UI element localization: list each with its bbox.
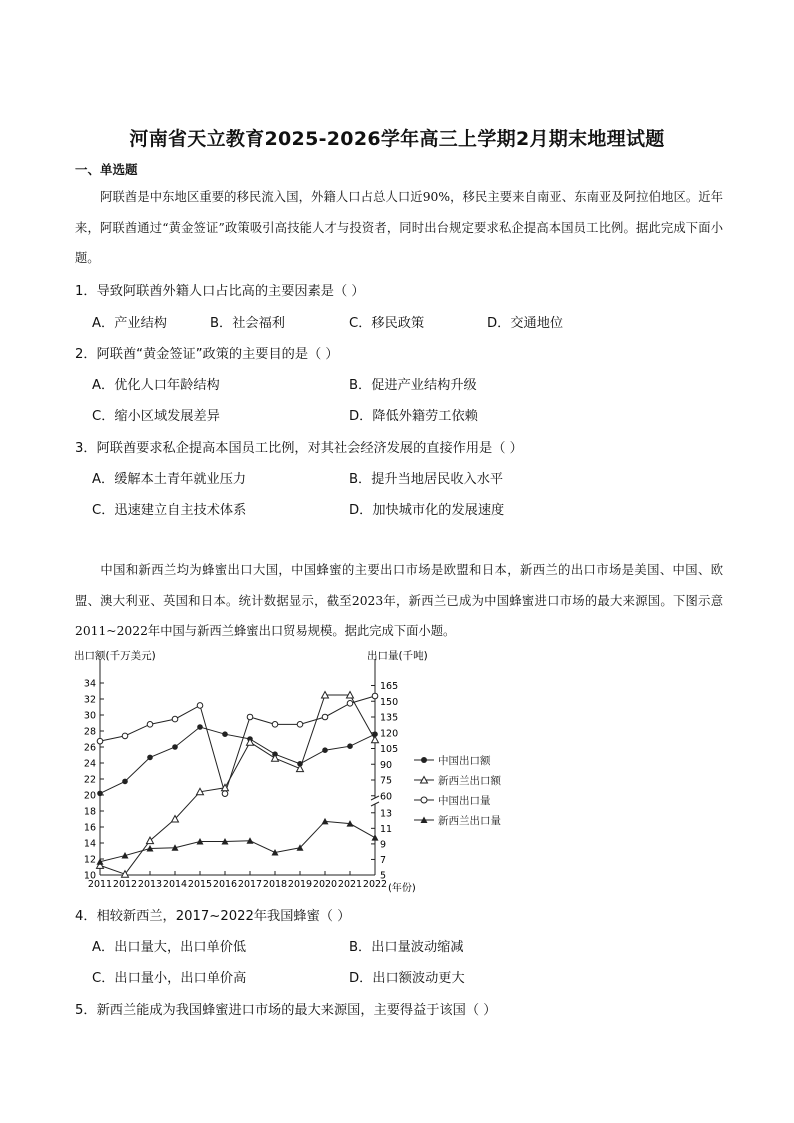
left-tick-label: 20 (83, 790, 96, 802)
data-point-filled-circle (97, 791, 103, 797)
question-2: 2．阿联酋“黄金签证”政策的主要目的是（ ） (75, 347, 339, 362)
x-axis-title: (年份) (388, 883, 416, 894)
q2-option-d[interactable]: D．降低外籍劳工依赖 (349, 409, 478, 424)
x-tick-label: 2011 (87, 879, 113, 890)
right-tick-label: 135 (380, 712, 399, 724)
data-point-open-circle (147, 722, 153, 728)
data-point-open-circle (297, 722, 303, 728)
x-tick-label: 2017 (237, 879, 263, 890)
series-line (100, 696, 375, 794)
data-point-open-circle (122, 733, 128, 739)
data-point-open-triangle (297, 765, 304, 772)
x-tick-label: 2015 (187, 879, 213, 890)
q2-option-b[interactable]: B．促进产业结构升级 (349, 378, 477, 393)
data-point-open-circle (322, 714, 328, 720)
legend-label: 新西兰出口量 (438, 814, 501, 827)
q3-option-b[interactable]: B．提升当地居民收入水平 (349, 472, 504, 487)
legend-item-nz-volume (414, 810, 501, 830)
x-tick-label: 2012 (112, 879, 138, 890)
left-axis-title: 出口额(千万美元) (74, 650, 156, 662)
q2-option-a[interactable]: A．优化人口年龄结构 (92, 378, 220, 393)
right-tick-label: 5 (380, 870, 387, 882)
data-point-open-circle (222, 791, 228, 797)
legend-item-china-value (414, 750, 501, 770)
right-tick-label: 13 (380, 808, 393, 820)
data-point-filled-circle (147, 755, 153, 761)
legend-item-china-volume (414, 790, 501, 810)
q1-option-a[interactable]: A．产业结构 (92, 316, 167, 331)
page-title: 河南省天立教育2025-2026学年高三上学期2月期末地理试题 (129, 128, 665, 150)
legend-swatch-filled-triangle (414, 815, 434, 825)
series-line (100, 727, 375, 793)
passage-uae-text: 阿联酋是中东地区重要的移民流入国，外籍人口占总人口近90%，移民主要来自南亚、东南亚及阿拉伯地区。近年来，阿联酋通过“黄金签证”政策吸引高技能人才与投资者，同时出台规定要求私企提高本国员工比例。据此完成下面小题。 (75, 190, 723, 265)
q4-option-b[interactable]: B．出口量波动缩减 (349, 940, 464, 955)
legend-label: 中国出口量 (438, 794, 491, 807)
x-tick-label: 2014 (162, 879, 188, 890)
data-point-filled-circle (222, 731, 228, 737)
legend-label: 新西兰出口额 (438, 774, 501, 787)
q3-option-d[interactable]: D．加快城市化的发展速度 (349, 503, 505, 518)
left-tick-label: 18 (83, 806, 96, 818)
question-5: 5．新西兰能成为我国蜂蜜进口市场的最大来源国，主要得益于该国（ ） (75, 1003, 497, 1018)
data-point-open-circle (247, 714, 253, 720)
question-4: 4．相较新西兰，2017~2022年我国蜂蜜（ ） (75, 909, 351, 924)
q4-option-a[interactable]: A．出口量大，出口单价低 (92, 940, 247, 955)
series-line (100, 821, 375, 861)
right-tick-label: 7 (380, 854, 387, 866)
right-tick-label: 120 (380, 728, 399, 740)
right-axis-title: 出口量(千吨) (367, 650, 428, 662)
data-point-open-circle (97, 738, 103, 744)
right-tick-label: 60 (380, 791, 393, 803)
x-tick-label: 2021 (337, 879, 363, 890)
x-tick-label: 2013 (137, 879, 163, 890)
right-tick-label: 165 (380, 681, 399, 692)
legend-swatch-filled-circle (414, 755, 434, 765)
left-tick-label: 16 (83, 822, 96, 834)
q3-option-c[interactable]: C．迅速建立自主技术体系 (92, 503, 247, 518)
right-tick-label: 105 (380, 744, 399, 755)
data-point-filled-circle (197, 724, 203, 730)
legend-item-nz-value (414, 770, 501, 790)
left-tick-label: 14 (83, 838, 96, 850)
q4-option-c[interactable]: C．出口量小，出口单价高 (92, 971, 247, 986)
x-tick-label: 2022 (362, 879, 388, 890)
x-tick-label: 2020 (312, 879, 338, 890)
data-point-filled-circle (322, 747, 328, 753)
q3-option-a[interactable]: A．缓解本土青年就业压力 (92, 472, 247, 487)
x-tick-label: 2018 (262, 879, 288, 890)
question-1: 1．导致阿联酋外籍人口占比高的主要因素是（ ） (75, 284, 365, 299)
q1-option-d[interactable]: D．交通地位 (487, 316, 564, 331)
q1-option-c[interactable]: C．移民政策 (349, 316, 425, 331)
right-tick-label: 75 (380, 775, 393, 787)
right-tick-label: 150 (380, 696, 399, 708)
left-tick-label: 34 (83, 678, 96, 690)
data-point-open-circle (172, 716, 178, 722)
passage-honey-text: 中国和新西兰均为蜂蜜出口大国，中国蜂蜜的主要出口市场是欧盟和日本，新西兰的出口市场是美国、中国、欧盟、澳大利亚、英国和日本。统计数据显示，截至2023年，新西兰已成为中国蜂蜜进口市场的最大来源国。下图示意2011~2022年中国与新西兰蜂蜜出口贸易规模。据此完成下面小题。 (75, 563, 723, 638)
legend-swatch-open-circle (414, 795, 434, 805)
left-tick-label: 28 (83, 726, 96, 738)
q2-option-c[interactable]: C．缩小区域发展差异 (92, 409, 220, 424)
data-point-open-circle (347, 701, 353, 707)
left-tick-label: 12 (83, 854, 96, 866)
legend-swatch-open-triangle (414, 775, 434, 785)
series-line (100, 695, 375, 874)
left-tick-label: 30 (83, 710, 96, 722)
section-heading: 一、单选题 (75, 162, 138, 177)
right-tick-label: 11 (380, 823, 393, 835)
right-tick-label: 9 (380, 839, 387, 851)
data-point-open-triangle (372, 736, 379, 743)
data-point-filled-triangle (372, 834, 379, 841)
legend-label: 中国出口额 (438, 754, 491, 767)
chart-legend (414, 750, 501, 830)
left-tick-label: 22 (83, 774, 96, 786)
right-tick-label: 90 (380, 759, 393, 771)
left-tick-label: 26 (83, 742, 96, 754)
data-point-filled-circle (172, 744, 178, 750)
data-point-open-circle (197, 703, 203, 709)
passage-honey (75, 555, 723, 647)
q1-option-b[interactable]: B．社会福利 (210, 316, 285, 331)
x-tick-label: 2019 (287, 879, 313, 890)
passage-uae (75, 182, 723, 274)
left-tick-label: 24 (83, 758, 96, 770)
data-point-filled-circle (122, 779, 128, 785)
q4-option-d[interactable]: D．出口额波动更大 (349, 971, 465, 986)
data-point-open-circle (372, 693, 378, 699)
data-point-open-circle (272, 722, 278, 728)
left-tick-label: 10 (83, 870, 96, 882)
question-3: 3．阿联酋要求私企提高本国员工比例，对其社会经济发展的直接作用是（ ） (75, 441, 523, 456)
data-point-filled-circle (347, 743, 353, 749)
left-tick-label: 32 (83, 694, 96, 706)
x-tick-label: 2016 (212, 879, 238, 890)
